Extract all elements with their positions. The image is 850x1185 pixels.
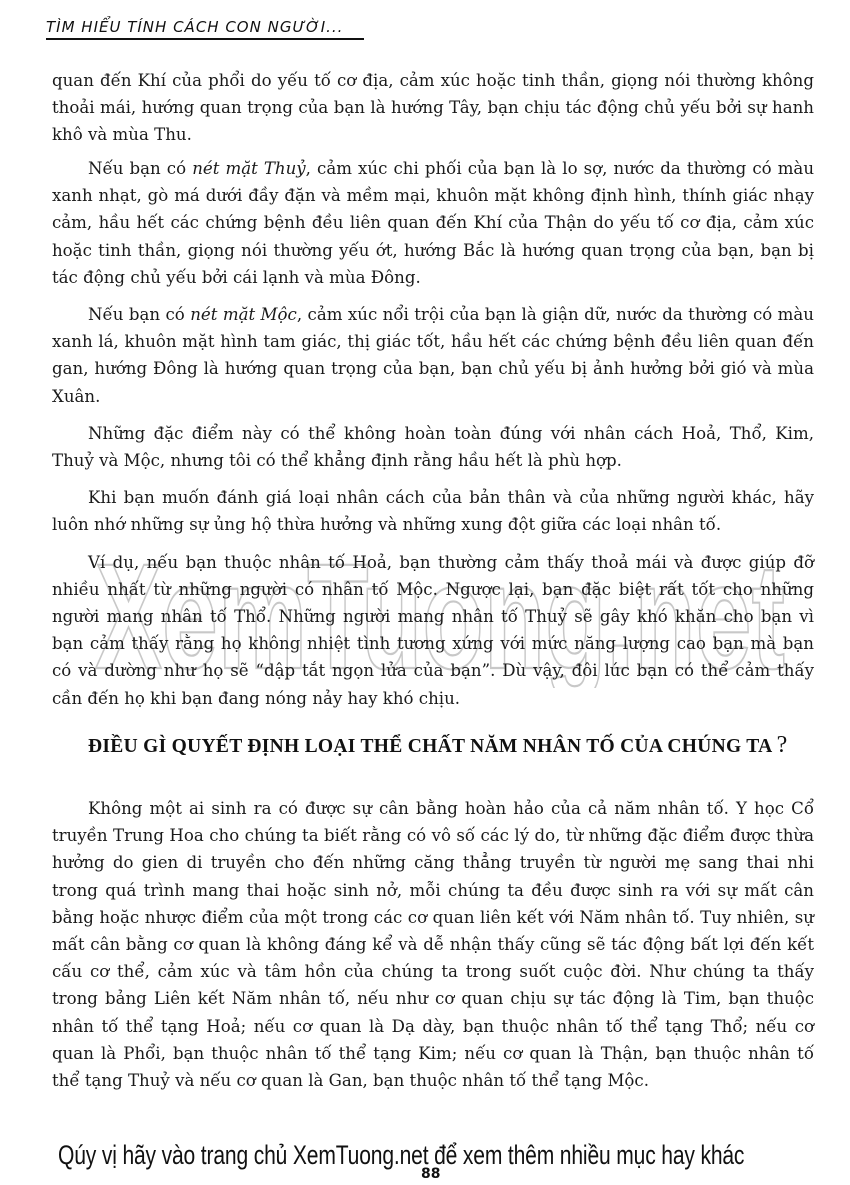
paragraph-thuy (52, 155, 814, 291)
text-block-top (52, 67, 814, 159)
section-heading-text: ĐIỀU GÌ QUYẾT ĐỊNH LOẠI THỂ CHẤT NĂM NHÂN TỐ CỦA CHÚNG TA (88, 736, 772, 757)
footer-banner-link[interactable]: Qúy vị hãy vào trang chủ XemTuong.net để xem thêm nhiều mục hay khác (58, 1140, 745, 1170)
paragraph-vi-du: Ví dụ, nếu bạn thuộc nhân tố Hoả, bạn thường cảm thấy thoả mái và được giúp đỡ nhiều nhất từ những người có nhân tố Mộc. Ngược lại, bạn đặc biệt rất tốt cho những người mang nhân tố Thổ. Những người mang nhân tố Thuỷ sẽ gây khó khăn cho bạn vì bạn cảm thấy rằng họ không nhiệt tình tương xứng với mức năng lượng cao bạn mà bạn có và dường như họ sẽ “dập tắt ngọn lửa của bạn”. Dù vậy, đôi lúc bạn có thể cảm thấy cần đến họ khi bạn đang nóng nảy hay khó chịu. (52, 552, 814, 708)
text-block-middle (52, 155, 814, 722)
watermark-text: XemTuong.net (95, 532, 785, 688)
running-head: TÌM HIỂU TÍNH CÁCH CON NGƯỜI... (46, 18, 364, 40)
paragraph-section-body: Không một ai sinh ra có được sự cân bằng hoàn hảo của cả năm nhân tố. Y học Cổ truyền Trung Hoa cho chúng ta biết rằng có vô số các lý do, từ những đặc điểm được thừa hưởng do gien di truyền cho đến những căng thẳng truyền từ người mẹ sang thai nhi trong quá trình mang thai hoặc sinh nở, mỗi chúng ta đều được sinh ra với sự mất cân bằng hoặc nhược điểm của một trong các cơ quan liên kết với Năm nhân tố. Tuy nhiên, sự mất cân bằng cơ quan là không đáng kể và dễ nhận thấy cũng sẽ tác động bất lợi đến kết cấu cơ thể, cảm xúc và tâm hồn của chúng ta trong suốt cuộc đời. Như chúng ta thấy trong bảng Liên kết Năm nhân tố, nếu như cơ quan chịu sự tác động là Tim, bạn thuộc nhân tố thể tạng Hoả; nếu cơ quan là Dạ dày, bạn thuộc nhân tố thể tạng Thổ; nếu cơ quan là Phổi, bạn thuộc nhân tố thể tạng Kim; nếu cơ quan là Thận, bạn thuộc nhân tố thể tạng Thuỷ và nếu cơ quan là Gan, bạn thuộc nhân tố thể tạng Mộc. (52, 799, 814, 1091)
paragraph-moc (52, 301, 814, 410)
moc-term: nét mặt Mộc (190, 305, 297, 325)
moc-body: , cảm xúc nổi trội của bạn là giận dữ, nước da thường có màu xanh lá, khuôn mặt hình tam giác, thị giác tốt, hầu hết các chứng bệnh đều liên quan đến gan, hướng Đông là hướng quan trọng của bạn, bạn chủ yếu bị ảnh hưởng bởi gió và mùa Xuân. (52, 305, 814, 406)
section-heading (52, 730, 822, 762)
paragraph-kim-continued: quan đến Khí của phổi do yếu tố cơ địa, cảm xúc hoặc tinh thần, giọng nói thường không thoải mái, hướng quan trọng của bạn là hướng Tây, bạn chịu tác động chủ yếu bởi sự hanh khô và mùa Thu. (52, 71, 814, 145)
page-number: 88 (421, 1166, 441, 1182)
thuy-lead: Nếu bạn có (88, 159, 193, 178)
paragraph-danh-gia: Khi bạn muốn đánh giá loại nhân cách của bản thân và của những người khác, hãy luôn nhớ những sự ủng hộ thừa hưởng và những xung đột giữa các loại nhân tố. (52, 488, 814, 535)
text-block-bottom (52, 795, 814, 1104)
moc-lead: Nếu bạn có (88, 305, 191, 325)
paragraph-dac-diem: Những đặc điểm này có thể không hoàn toàn đúng với nhân cách Hoả, Thổ, Kim, Thuỷ và Mộc, nhưng tôi có thể khẳng định rằng hầu hết là phù hợp. (52, 423, 814, 471)
thuy-body: , cảm xúc chi phối của bạn là lo sợ, nước da thường có màu xanh nhạt, gò má dưới đầy đặn và mềm mại, khuôn mặt không định hình, thính giác nhạy cảm, hầu hết các chứng bệnh đều liên quan đến Khí của Thận do yếu tố cơ địa, cảm xúc hoặc tinh thần, giọng nói thường yếu ớt, hướng Bắc là hướng quan trọng của bạn, bạn bị tác động chủ yếu bởi cái lạnh và mùa Đông. (52, 159, 815, 287)
thuy-term: nét mặt Thuỷ (192, 159, 306, 178)
section-heading-question-mark: ? (776, 732, 788, 758)
